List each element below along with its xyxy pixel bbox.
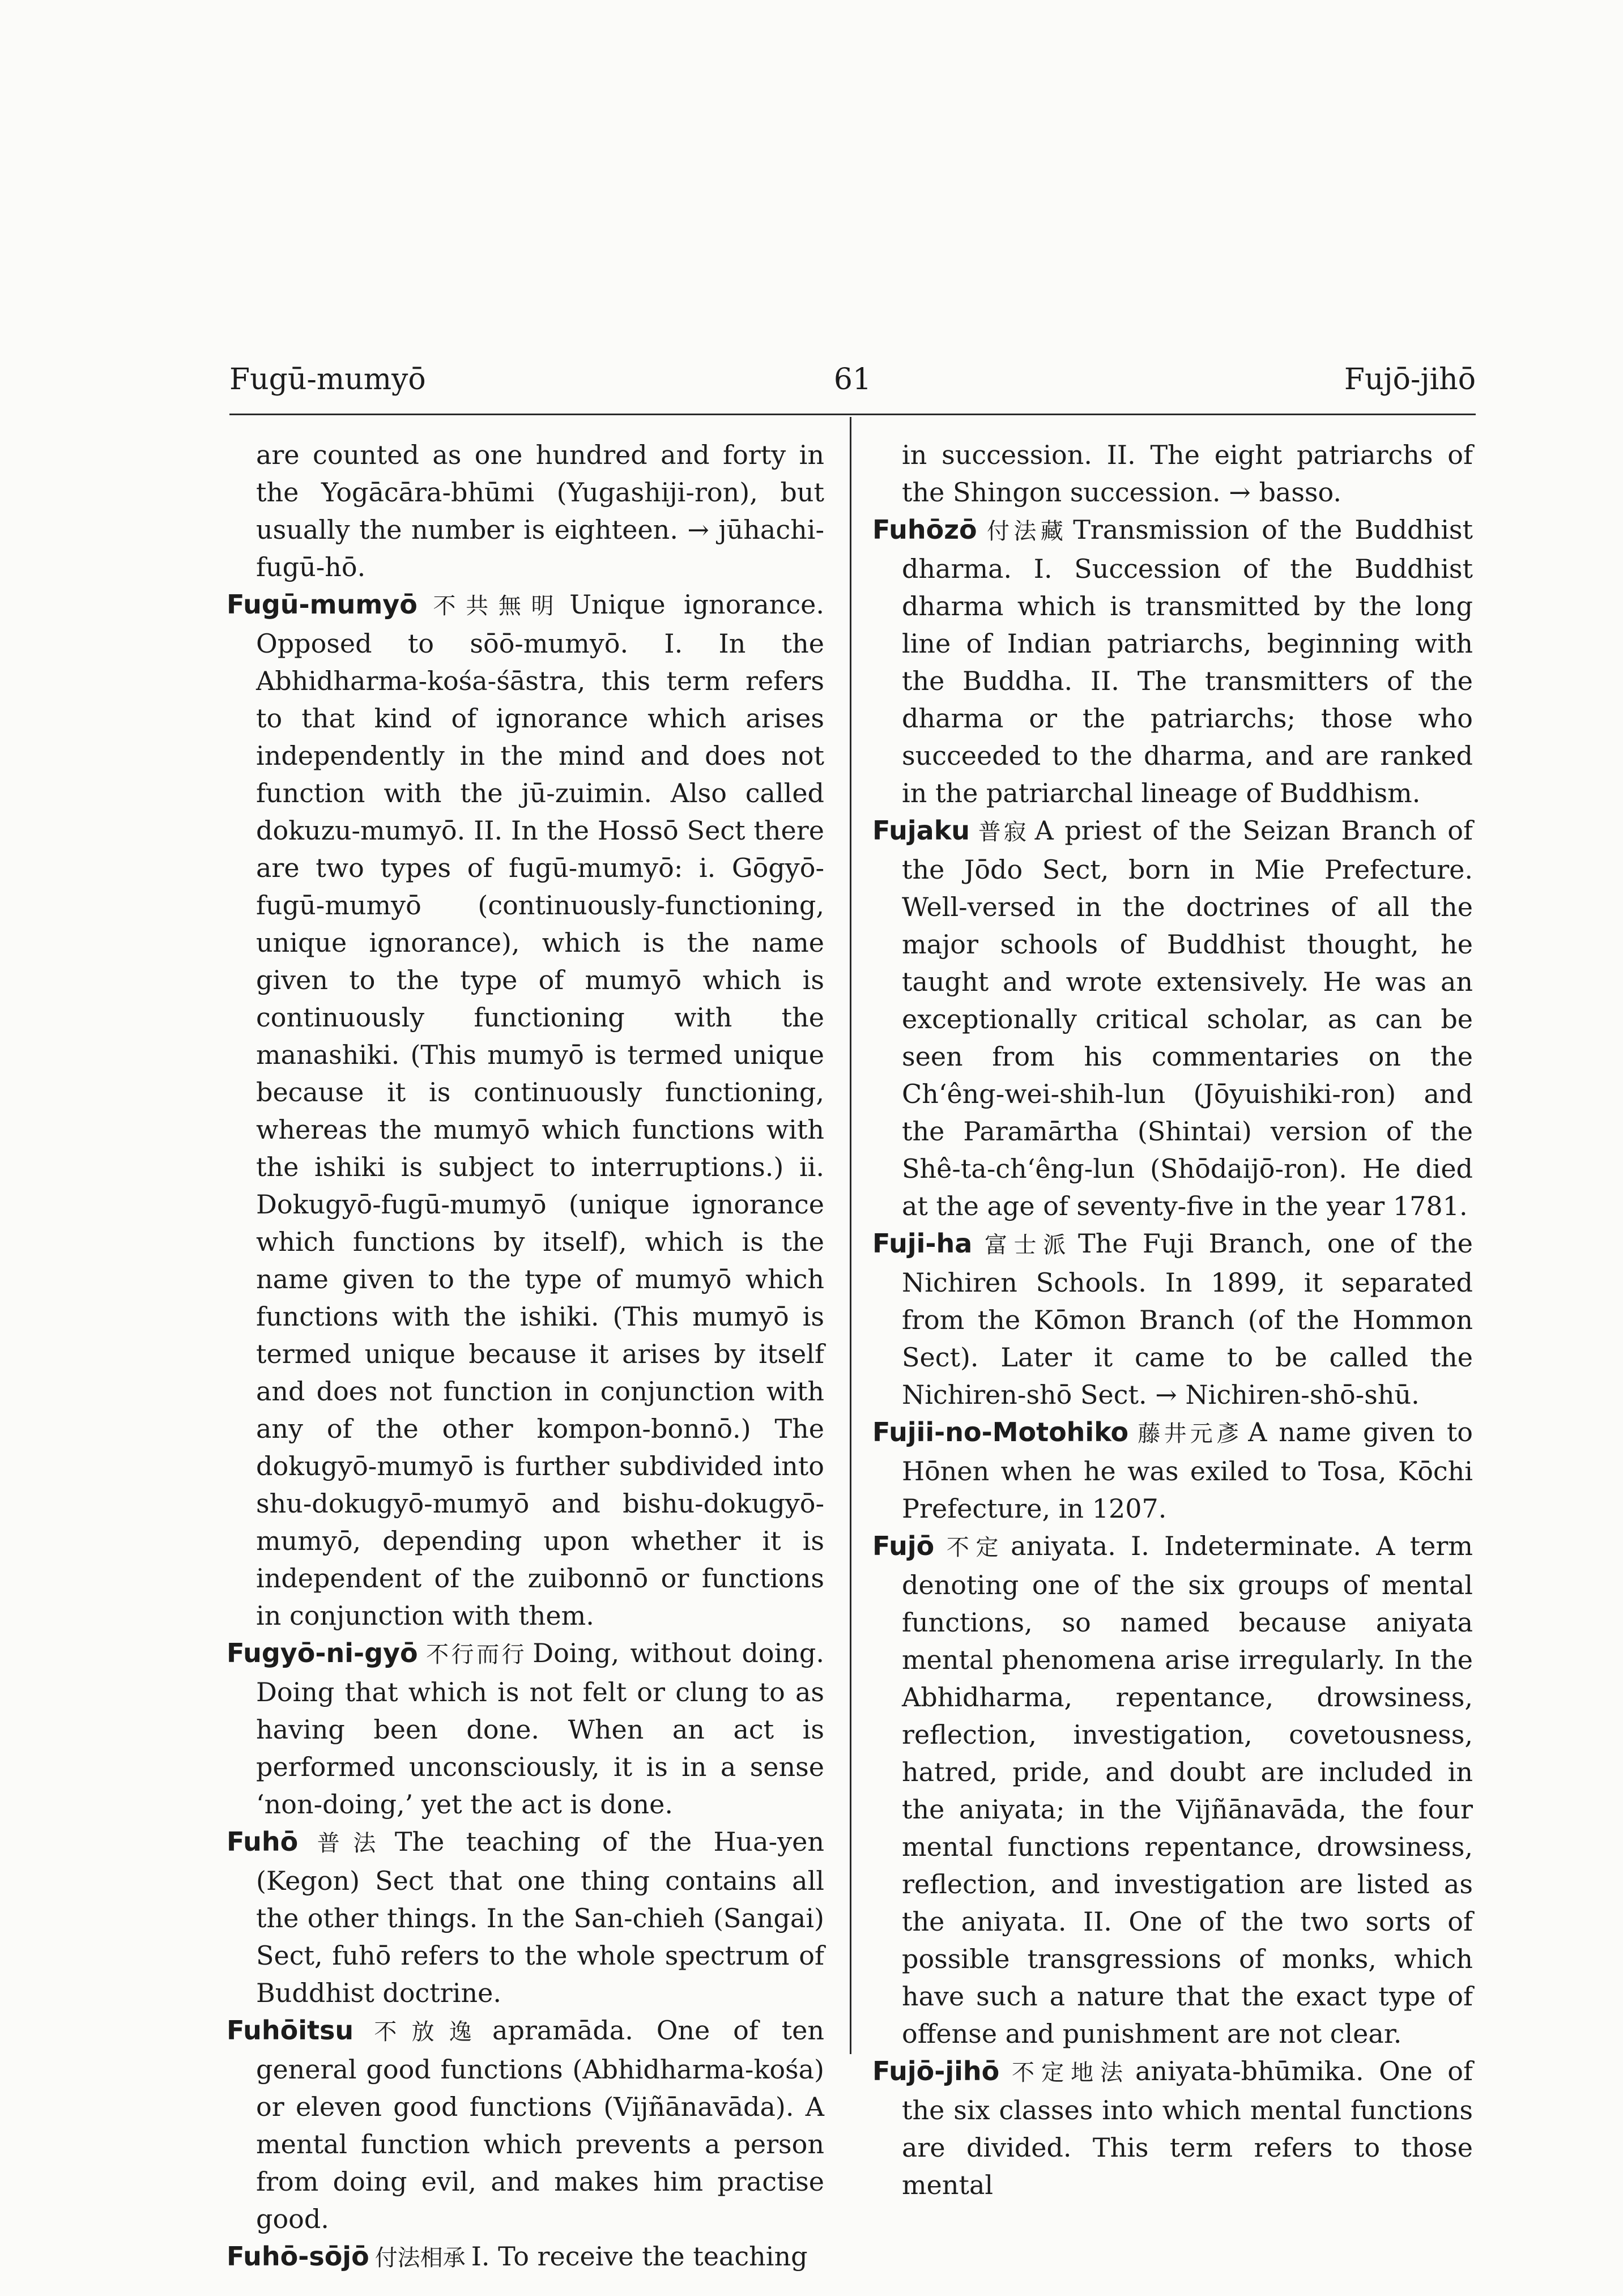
entry-headword: Fugū-mumyō	[227, 589, 418, 620]
entry-definition: Transmission of the Buddhist dharma. I. Succession of the Buddhist dharma which is transmitted by the long line of Indian patriarchs, beginning with the Buddha. II. The transmitters of the dharma or the patriarchs; those who succeeded to the dharma, and are ranked in the patriarchal lineage of Buddhism.	[902, 514, 1473, 808]
dictionary-entry	[227, 2012, 824, 2238]
entry-headword: Fuhō-sōjō	[227, 2241, 369, 2272]
entry-kanji: 付法藏	[982, 518, 1068, 544]
column-divider	[850, 417, 851, 2054]
dictionary-entry	[872, 1413, 1473, 1527]
entry-headword: Fuhōzō	[872, 514, 977, 545]
dictionary-entry	[227, 586, 824, 1634]
entry-definition: A name given to Hōnen when he was exiled to Tosa, Kōchi Prefecture, in 1207.	[902, 1417, 1473, 1524]
left-guide-word: Fugū-mumyō	[229, 363, 426, 397]
right-column	[872, 436, 1473, 2204]
entry-continuation: in succession. II. The eight patriarchs of the Shingon succession. → basso.	[902, 440, 1473, 508]
entry-kanji: 藤井元彥	[1134, 1421, 1243, 1447]
entry-headword: Fuhōitsu	[227, 2015, 354, 2046]
entry-kanji: 不行而行	[423, 1642, 527, 1668]
left-column	[227, 436, 824, 2277]
entry-headword: Fujō-jihō	[872, 2056, 1000, 2086]
page-number: 61	[833, 363, 872, 397]
dictionary-entry	[872, 1527, 1473, 2052]
entry-kanji: 不定	[940, 1535, 1006, 1561]
entry-definition: Doing, without doing. Doing that which is not felt or clung to as having been done. When an act is performed unconsciously, it is in a sense ‘non-doing,’ yet the act is done.	[256, 1638, 825, 1820]
entry-headword: Fuhō	[227, 1826, 299, 1857]
entry-headword: Fujaku	[872, 815, 970, 846]
dictionary-entry	[227, 2238, 824, 2277]
dictionary-entry	[872, 1225, 1473, 1413]
entry-kanji: 不定地法	[1005, 2060, 1130, 2086]
entry-continuation: are counted as one hundred and forty in the Yogācāra-bhūmi (Yugashiji-ron), but usually the number is eighteen. → jūhachi-fugū-hō.	[256, 440, 824, 582]
entry-kanji: 付法相承	[374, 2245, 466, 2271]
right-guide-word: Fujō-jihō	[1344, 363, 1476, 397]
entry-headword: Fujō	[872, 1531, 935, 1561]
dictionary-entry	[227, 1823, 824, 2012]
entry-definition: Unique ignorance. Opposed to sōō-mumyō. I. In the Abhidharma-kośa-śāstra, this term refers to that kind of ignorance which arises independently in the mind and does not function with the jū-zuimin. Also called dokuzu-mumyō. II. In the Hossō Sect there are two types of fugū-mumyō: i. Gōgyō-fugū-mumyō (continuously-functioning, unique ignorance), which is the name given to the type of mumyō which is continuously functioning with the manashiki. (This mumyō is termed unique because it is continuously functioning, whereas the mumyō which functions with the ishiki is subject to interruptions.) ii. Dokugyō-fugū-mumyō (unique ignorance which functions by itself), which is the name given to the type of mumyō which functions with the ishiki. (This mumyō is termed unique because it arises by itself and does not function in conjunction with any of the other kompon-bonnō.) The dokugyō-mumyō is further subdivided into shu-dokugyō-mumyō and bishu-dokugyō-mumyō, depending upon whether it is independent of the zuibonnō or functions in conjunction with them.	[256, 589, 824, 1631]
entry-headword: Fujii-no-Motohiko	[872, 1417, 1129, 1447]
entry-definition: The Fuji Branch, one of the Nichiren Schools. In 1899, it separated from the Kōmon Branch (of the Hommon Sect). Later it came to be called the Nichiren-shō Sect. → Nichiren-shō-shū.	[902, 1228, 1473, 1410]
entry-definition: apramāda. One of ten general good functions (Abhidharma-kośa) or eleven good functions (Vijñānavāda). A mental function which prevents a person from doing evil, and makes him practise good.	[256, 2015, 825, 2234]
dictionary-entry	[872, 812, 1473, 1225]
entry-kanji: 普法	[304, 1830, 389, 1856]
entry-kanji: 富士派	[978, 1232, 1073, 1258]
running-header	[229, 363, 1476, 408]
dictionary-entry	[872, 2052, 1473, 2204]
entry-kanji: 不共無明	[423, 593, 564, 619]
entry-headword: Fuji-ha	[872, 1228, 973, 1259]
entry-definition: I. To receive the teaching	[471, 2241, 808, 2272]
entry-kanji: 普寂	[975, 819, 1029, 845]
entry-definition: The teaching of the Hua-yen (Kegon) Sect that one thing contains all the other things. In the San-chieh (Sangai) Sect, fuhō refers to the whole spectrum of Buddhist doctrine.	[256, 1826, 824, 2008]
dictionary-entry	[872, 511, 1473, 812]
entry-definition: A priest of the Seizan Branch of the Jōdo Sect, born in Mie Prefecture. Well-versed in the doctrines of all the major schools of Buddhist thought, he taught and wrote extensively. He was an exceptionally critical scholar, as can be seen from his commentaries on the Ch‘êng-wei-shih-lun (Jōyuishiki-ron) and the Paramārtha (Shintai) version of the Shê-ta-ch‘êng-lun (Shōdaijō-ron). He died at the age of seventy-five in the year 1781.	[902, 815, 1473, 1221]
entry-kanji: 不放逸	[359, 2019, 487, 2045]
dictionary-entry	[227, 1634, 824, 1823]
entry-headword: Fugyō-ni-gyō	[227, 1638, 418, 1668]
entry-definition: aniyata. I. Indeterminate. A term denoting one of the six groups of mental functions, so named because aniyata mental phenomena arise irregularly. In the Abhidharma, repentance, drowsiness, reflection, investigation, covetousness, hatred, pride, and doubt are included in the aniyata; in the Vijñānavāda, the four mental functions repentance, drowsiness, reflection, and investigation are listed as the aniyata. II. One of the two sorts of possible transgressions of monks, which have such a nature that the exact type of offense and punishment are not clear.	[902, 1531, 1473, 2049]
header-rule	[229, 414, 1476, 415]
entry-definition: aniyata-bhūmika. One of the six classes into which mental functions are divided. This term refers to those mental	[902, 2056, 1473, 2200]
